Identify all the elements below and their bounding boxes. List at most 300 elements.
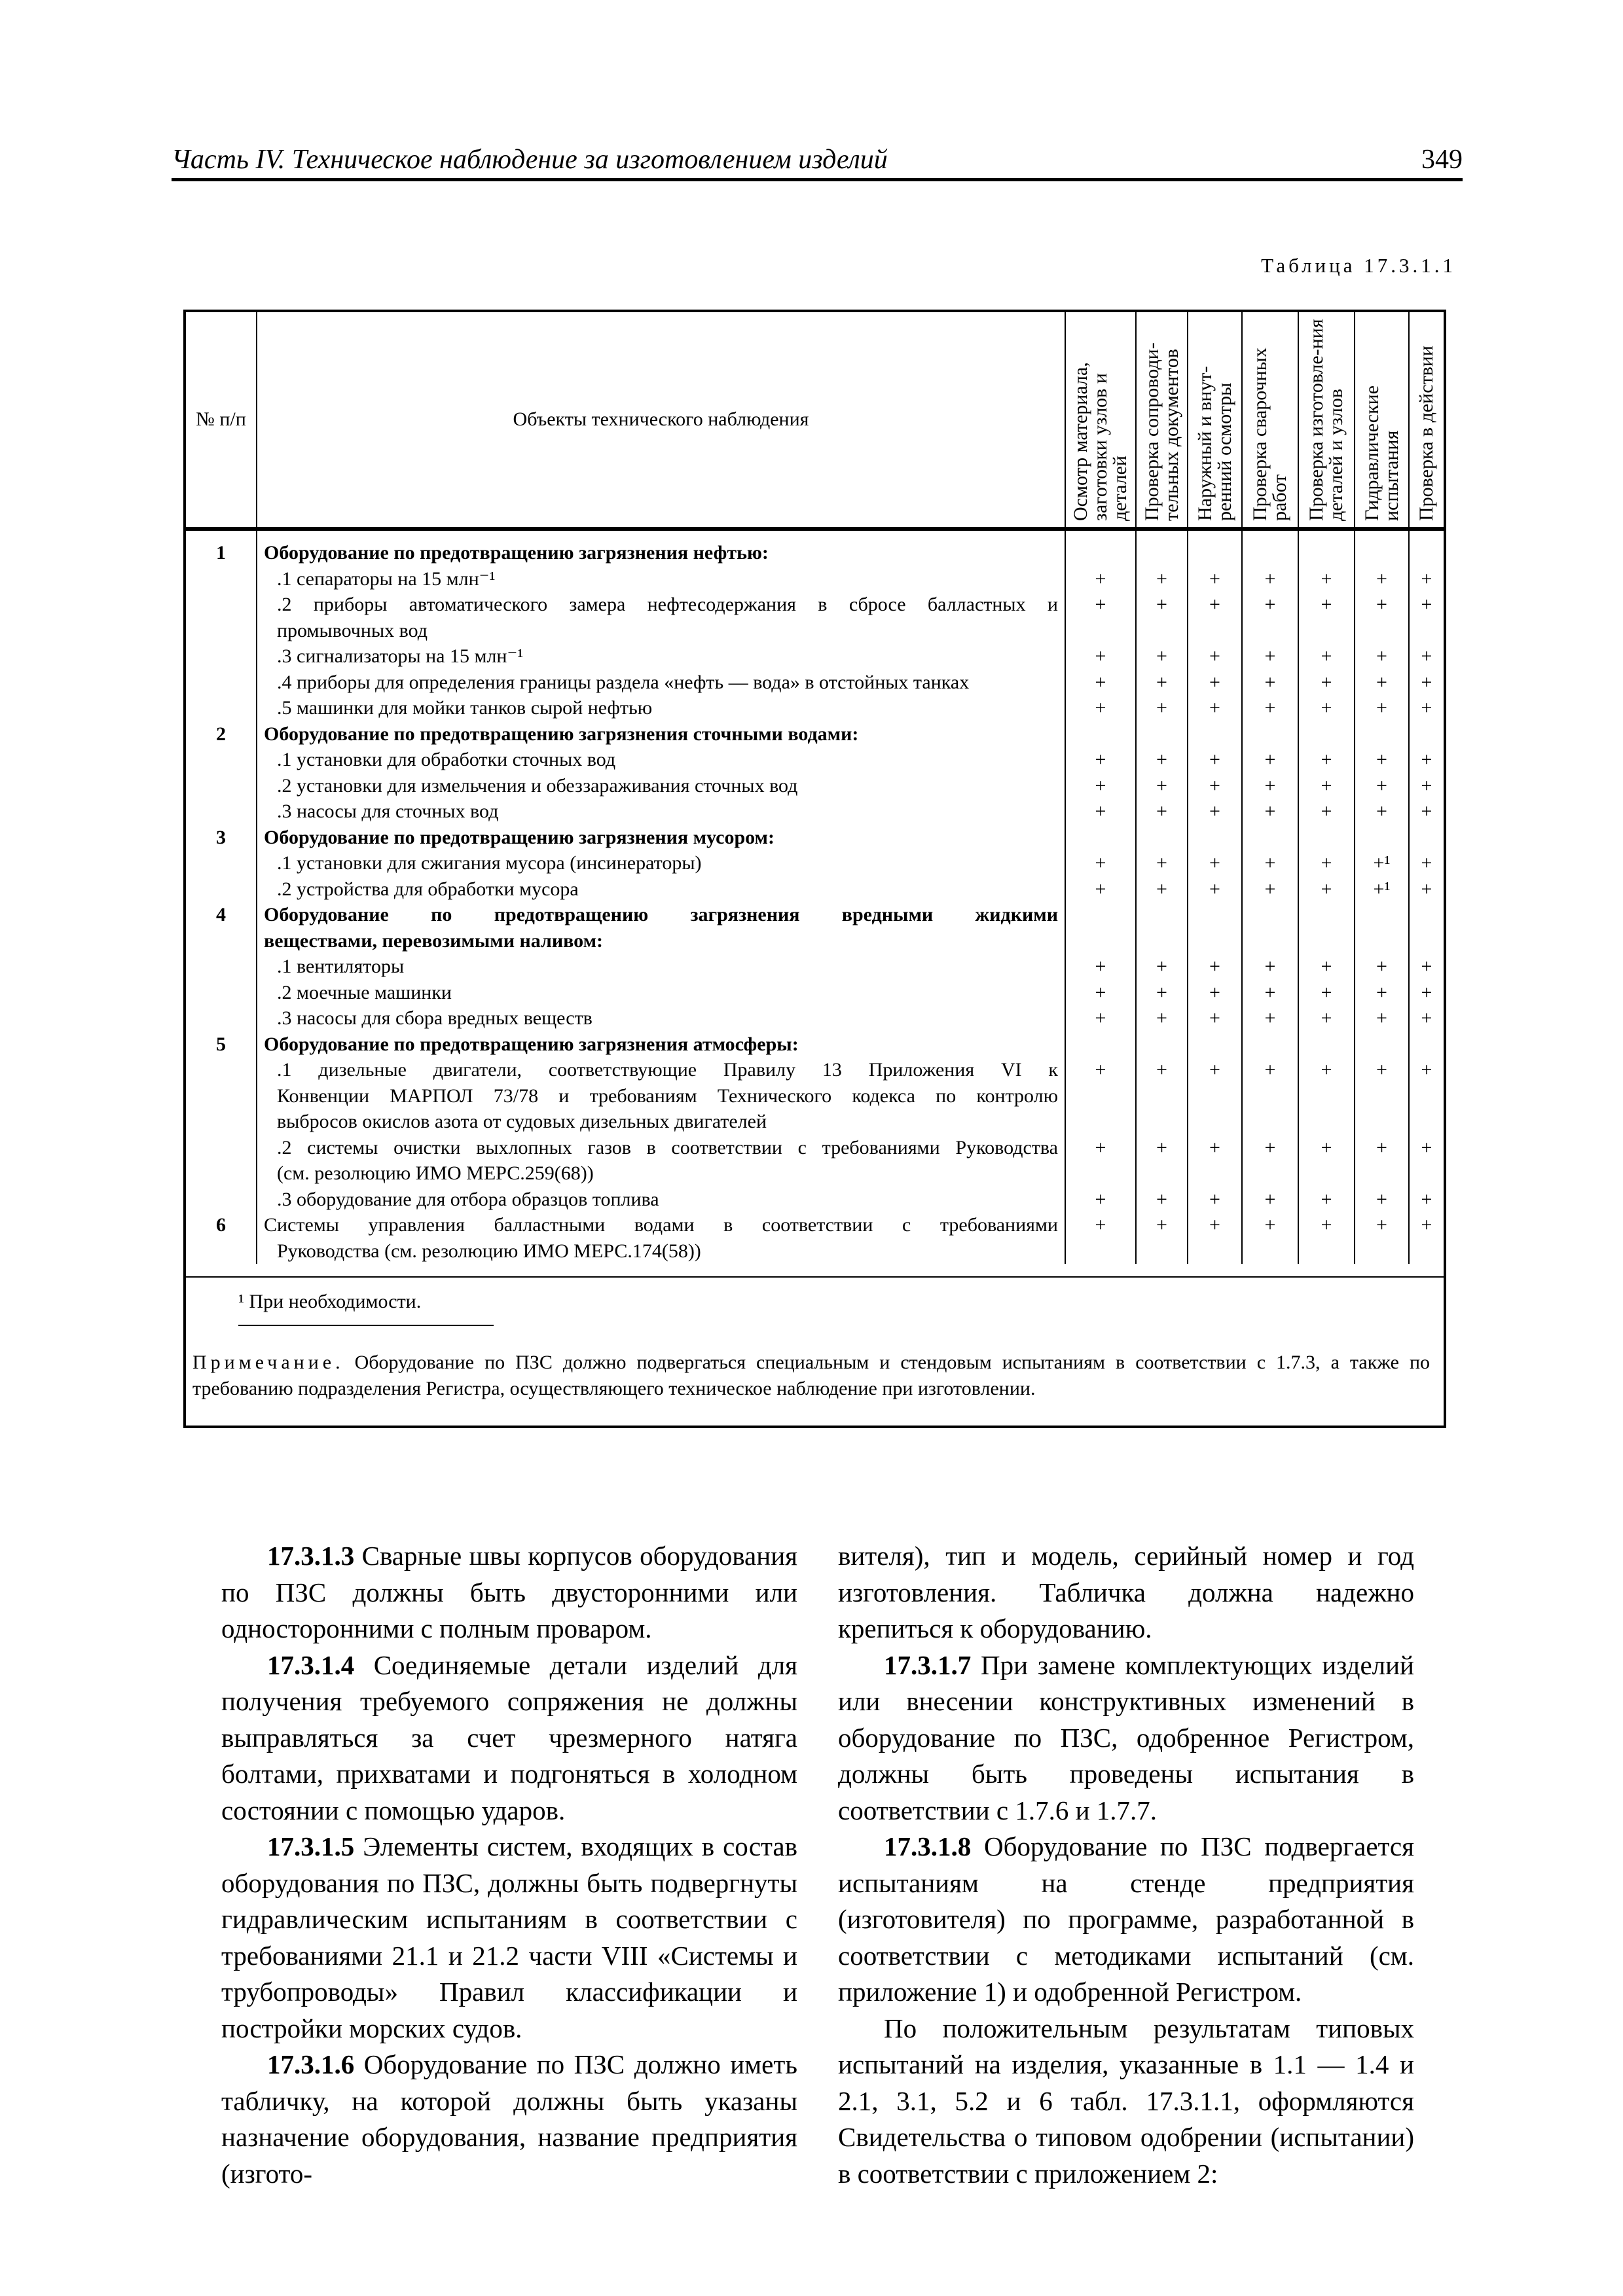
row-object: .1 установки для сжигания мусора (инсинераторы): [257, 850, 1065, 876]
row-mark: [1136, 529, 1188, 566]
row-mark: +: [1355, 954, 1409, 980]
row-mark: [1188, 721, 1242, 747]
row-number: 4: [186, 902, 257, 928]
row-number: [186, 747, 257, 773]
row-mark: [1188, 618, 1242, 644]
row-mark: [1409, 721, 1444, 747]
row-mark: [1242, 1109, 1298, 1135]
row-mark: +: [1298, 954, 1355, 980]
row-mark: +: [1065, 773, 1136, 799]
row-mark: [1188, 1109, 1242, 1135]
row-mark: +: [1242, 980, 1298, 1006]
table-grid: [186, 312, 1444, 1264]
column-header: [1136, 312, 1188, 529]
row-mark: +: [1242, 592, 1298, 618]
row-mark: [1188, 529, 1242, 566]
row-number: [186, 1005, 257, 1031]
table-row: [186, 825, 1444, 851]
row-mark: +: [1188, 1057, 1242, 1083]
row-mark: +: [1242, 747, 1298, 773]
row-mark: [1298, 1031, 1355, 1058]
row-mark: [1298, 529, 1355, 566]
row-mark: +: [1355, 980, 1409, 1006]
row-mark: +: [1298, 1057, 1355, 1083]
column-header-label: № п/п: [196, 408, 246, 430]
row-mark: [1355, 928, 1409, 954]
clause-text: Оборудование по ПЗС должно иметь табличку, на которой должны быть указаны назначение оборудования, название предприятия (изгото-: [221, 2049, 797, 2189]
row-mark: [1355, 1238, 1409, 1265]
row-mark: +: [1136, 954, 1188, 980]
row-mark: +: [1298, 1187, 1355, 1213]
row-mark: [1188, 1083, 1242, 1109]
row-mark: [1409, 618, 1444, 644]
row-mark: [1136, 928, 1188, 954]
row-number: [186, 566, 257, 592]
table-row: [186, 928, 1444, 954]
column-header-label: Гидравлические испытания: [1360, 385, 1402, 521]
row-mark: [1409, 825, 1444, 851]
row-object: .2 устройства для обработки мусора: [257, 876, 1065, 903]
row-mark: +: [1188, 747, 1242, 773]
row-mark: +: [1355, 1005, 1409, 1031]
row-mark: +: [1355, 1187, 1409, 1213]
row-mark: [1242, 1031, 1298, 1058]
row-mark: +: [1421, 567, 1432, 590]
row-mark: +: [1355, 1057, 1409, 1083]
column-header-label: Наружный и внут-ренний осмотры: [1194, 366, 1235, 521]
row-mark: +: [1188, 670, 1242, 696]
row-mark: [1355, 721, 1409, 747]
column-header: [1188, 312, 1242, 529]
row-mark: [1242, 618, 1298, 644]
row-object: .1 вентиляторы: [257, 954, 1065, 980]
row-mark: +: [1298, 670, 1355, 696]
row-mark: +: [1298, 980, 1355, 1006]
row-mark: +: [1065, 1057, 1136, 1083]
row-object: .5 машинки для мойки танков сырой нефтью: [257, 695, 1065, 721]
row-mark: [1136, 1160, 1188, 1187]
clause-number: 17.3.1.5: [267, 1831, 355, 1861]
row-mark: [1355, 1083, 1409, 1109]
row-mark: +: [1298, 643, 1355, 670]
clause-number: 17.3.1.3: [267, 1541, 355, 1571]
table-row: [186, 566, 1444, 592]
column-header-label: Объекты технического наблюдения: [513, 408, 809, 430]
row-mark: +: [1242, 670, 1298, 696]
row-object: Оборудование по предотвращению загрязнения атмосферы:: [257, 1031, 1065, 1058]
clause-text: Элементы систем, входящих в состав оборудования по ПЗС, должны быть подвергнуты гидравлическим испытаниям в соответствии с требованиями 21.1 и 21.2 части VIII «Системы и трубопроводы» Правил классификации и постройки морских судов.: [221, 1831, 797, 2043]
row-mark: +: [1421, 1188, 1432, 1210]
table-row: [186, 798, 1444, 825]
row-number: 1: [186, 529, 257, 566]
row-mark: +: [1065, 670, 1136, 696]
row-mark: [1065, 529, 1136, 566]
clause-number: 17.3.1.6: [267, 2049, 355, 2079]
row-mark: +: [1188, 980, 1242, 1006]
row-number: [186, 773, 257, 799]
clause-text: Соединяемые детали изделий для получения требуемого сопряжения не должны выправляться за счет чрезмерного натяга болтами, прихватами и подгоняться в холодном состоянии с помощью ударов.: [221, 1649, 797, 1825]
row-mark: +: [1065, 1187, 1136, 1213]
row-mark: [1136, 618, 1188, 644]
row-object: промывочных вод: [257, 618, 1065, 644]
table-row: [186, 1160, 1444, 1187]
row-number: [186, 695, 257, 721]
row-mark: [1242, 529, 1298, 566]
row-mark: +: [1298, 1005, 1355, 1031]
table-row: [186, 1187, 1444, 1213]
row-mark: +: [1188, 1187, 1242, 1213]
body-column-right: [838, 1538, 1414, 2192]
row-mark: [1065, 825, 1136, 851]
row-number: [186, 798, 257, 825]
row-mark: [1242, 1083, 1298, 1109]
row-object: .1 дизельные двигатели, соответствующие Правилу 13 Приложения VI к: [257, 1057, 1065, 1083]
row-mark: [1136, 1031, 1188, 1058]
row-mark: +: [1188, 798, 1242, 825]
row-mark: +: [1421, 1007, 1432, 1029]
row-mark: +¹: [1355, 876, 1409, 903]
column-header: [186, 312, 257, 529]
row-mark: +: [1136, 773, 1188, 799]
row-mark: +: [1421, 645, 1432, 667]
table-row: [186, 876, 1444, 903]
row-object: .1 сепараторы на 15 млн⁻¹: [257, 566, 1065, 592]
table-row: [186, 747, 1444, 773]
row-number: [186, 643, 257, 670]
table-row: [186, 980, 1444, 1006]
row-mark: [1188, 1160, 1242, 1187]
row-mark: [1355, 1109, 1409, 1135]
row-number: [186, 670, 257, 696]
row-mark: [1242, 825, 1298, 851]
row-mark: [1355, 825, 1409, 851]
page-number: 349: [1421, 145, 1463, 175]
row-mark: +: [1065, 695, 1136, 721]
column-header-label: Проверка сопроводи-тельных документов: [1140, 342, 1182, 521]
row-mark: +: [1242, 773, 1298, 799]
body-paragraph: [221, 1647, 797, 1829]
row-mark: [1298, 1083, 1355, 1109]
footnote-rule: [238, 1325, 494, 1326]
row-mark: +: [1136, 1057, 1188, 1083]
row-mark: +: [1188, 643, 1242, 670]
row-mark: [1188, 825, 1242, 851]
column-header-label: Осмотр материала, заготовки узлов и деталей: [1070, 362, 1131, 521]
row-mark: +: [1298, 1135, 1355, 1161]
clause-number: 17.3.1.4: [267, 1649, 355, 1680]
row-mark: [1136, 825, 1188, 851]
row-mark: [1355, 618, 1409, 644]
row-mark: [1242, 1238, 1298, 1265]
row-number: [186, 592, 257, 618]
row-object: Конвенции МАРПОЛ 73/78 и требованиям Технического кодекса по контролю: [257, 1083, 1065, 1109]
row-object: Оборудование по предотвращению загрязнения вредными жидкими: [257, 902, 1065, 928]
row-mark: +: [1136, 643, 1188, 670]
table-row: [186, 529, 1444, 566]
row-mark: +: [1188, 850, 1242, 876]
row-mark: +¹: [1355, 850, 1409, 876]
row-mark: +: [1298, 798, 1355, 825]
row-object: .3 насосы для сточных вод: [257, 798, 1065, 825]
row-mark: [1065, 1109, 1136, 1135]
row-mark: +: [1355, 798, 1409, 825]
row-mark: [1409, 1109, 1444, 1135]
row-mark: [1065, 1160, 1136, 1187]
clause-number: 17.3.1.7: [884, 1649, 972, 1680]
row-mark: +: [1136, 850, 1188, 876]
column-header: [1065, 312, 1136, 529]
row-mark: [1065, 1238, 1136, 1265]
row-mark: [1136, 1109, 1188, 1135]
row-number: [186, 1057, 257, 1083]
row-number: [186, 928, 257, 954]
row-mark: +: [1298, 773, 1355, 799]
row-mark: +: [1065, 643, 1136, 670]
row-mark: [1298, 618, 1355, 644]
row-mark: +: [1188, 695, 1242, 721]
row-mark: [1355, 1160, 1409, 1187]
row-mark: +: [1298, 592, 1355, 618]
body-paragraph: [838, 1538, 1414, 1647]
row-mark: +: [1355, 1212, 1409, 1238]
row-mark: +: [1136, 1212, 1188, 1238]
row-number: [186, 1109, 257, 1135]
row-mark: +: [1242, 643, 1298, 670]
row-mark: +: [1136, 1135, 1188, 1161]
table-row: [186, 618, 1444, 644]
body-paragraph: [221, 1829, 797, 2047]
row-mark: +: [1065, 876, 1136, 903]
row-mark: +: [1355, 773, 1409, 799]
row-mark: +: [1421, 774, 1432, 797]
body-paragraph: [838, 2011, 1414, 2193]
row-mark: +: [1242, 954, 1298, 980]
row-mark: [1242, 1160, 1298, 1187]
table-row: [186, 1005, 1444, 1031]
row-mark: [1242, 721, 1298, 747]
row-mark: +: [1242, 1057, 1298, 1083]
row-mark: +: [1421, 1059, 1432, 1081]
row-mark: +: [1242, 850, 1298, 876]
row-mark: [1355, 902, 1409, 928]
row-mark: +: [1065, 980, 1136, 1006]
row-mark: +: [1065, 798, 1136, 825]
row-mark: +: [1188, 954, 1242, 980]
row-mark: +: [1421, 956, 1432, 977]
row-mark: [1188, 1031, 1242, 1058]
row-mark: +: [1136, 592, 1188, 618]
row-mark: +: [1065, 747, 1136, 773]
row-mark: +: [1065, 566, 1136, 592]
row-mark: +: [1242, 695, 1298, 721]
row-object: Оборудование по предотвращению загрязнения сточными водами:: [257, 721, 1065, 747]
body-paragraph: [221, 2047, 797, 2192]
row-mark: [1298, 1109, 1355, 1135]
row-mark: +: [1188, 773, 1242, 799]
row-number: [186, 876, 257, 903]
note-text: Оборудование по ПЗС должно подвергаться специальным и стендовым испытаниям в соответствии с 1.7.3, а также по требованию подразделения Регистра, осуществляющего техническое наблюдение при изготовлении.: [192, 1352, 1430, 1399]
row-mark: [1065, 1031, 1136, 1058]
table-row: [186, 695, 1444, 721]
row-mark: +: [1298, 876, 1355, 903]
column-header: [257, 312, 1065, 529]
row-mark: +: [1242, 1135, 1298, 1161]
row-mark: [1409, 1083, 1444, 1109]
row-mark: +: [1298, 566, 1355, 592]
row-mark: [1298, 1160, 1355, 1187]
row-mark: +: [1136, 747, 1188, 773]
column-header: [1298, 312, 1355, 529]
note-label: Примечание.: [192, 1352, 344, 1373]
row-object: .3 насосы для сбора вредных веществ: [257, 1005, 1065, 1031]
row-mark: [1065, 928, 1136, 954]
row-mark: +: [1421, 671, 1432, 693]
row-number: [186, 1160, 257, 1187]
row-mark: [1298, 902, 1355, 928]
row-object: веществами, перевозимыми наливом:: [257, 928, 1065, 954]
row-number: 3: [186, 825, 257, 851]
row-mark: +: [1355, 695, 1409, 721]
column-header: [1409, 312, 1444, 529]
row-mark: [1188, 1238, 1242, 1265]
row-number: 2: [186, 721, 257, 747]
table-row: [186, 954, 1444, 980]
row-mark: +: [1065, 850, 1136, 876]
row-mark: +: [1421, 878, 1432, 900]
row-object: Оборудование по предотвращению загрязнения нефтью:: [257, 529, 1065, 566]
table-row: [186, 902, 1444, 928]
row-mark: +: [1421, 749, 1432, 770]
row-number: [186, 1187, 257, 1213]
row-mark: [1355, 529, 1409, 566]
running-header: [172, 144, 1463, 181]
row-mark: +: [1298, 1212, 1355, 1238]
row-object: Системы управления балластными водами в соответствии с требованиями: [257, 1212, 1065, 1238]
row-number: [186, 850, 257, 876]
row-mark: [1136, 1238, 1188, 1265]
row-object: .3 сигнализаторы на 15 млн⁻¹: [257, 643, 1065, 670]
row-mark: +: [1298, 695, 1355, 721]
column-header: [1355, 312, 1409, 529]
row-object: .2 системы очистки выхлопных газов в соответствии с требованиями Руководства: [257, 1135, 1065, 1161]
row-mark: [1409, 1031, 1444, 1058]
row-mark: +: [1421, 1136, 1432, 1158]
row-mark: [1065, 721, 1136, 747]
row-mark: +: [1065, 592, 1136, 618]
row-mark: +: [1188, 876, 1242, 903]
row-number: [186, 1238, 257, 1265]
row-mark: [1298, 928, 1355, 954]
row-mark: [1188, 928, 1242, 954]
table-row: [186, 1109, 1444, 1135]
row-mark: +: [1188, 1135, 1242, 1161]
row-mark: +: [1065, 954, 1136, 980]
row-mark: +: [1355, 1135, 1409, 1161]
row-mark: +: [1242, 798, 1298, 825]
row-mark: +: [1136, 670, 1188, 696]
clause-text: Оборудование по ПЗС подвергается испытаниям на стенде предприятия (изготовителя) по программе, разработанной в соответствии с методиками испытаний (см. приложение 1) и одобренной Регистром.: [838, 1831, 1414, 2007]
row-mark: [1409, 1160, 1444, 1187]
row-mark: [1136, 721, 1188, 747]
running-header-title: Часть IV. Техническое наблюдение за изготовлением изделий: [172, 145, 888, 175]
table-row: [186, 721, 1444, 747]
row-object: .4 приборы для определения границы раздела «нефть — вода» в отстойных танках: [257, 670, 1065, 696]
row-object: (см. резолюцию ИМО МЕРС.259(68)): [257, 1160, 1065, 1187]
row-mark: +: [1242, 876, 1298, 903]
table-row: [186, 643, 1444, 670]
table-row: [186, 1212, 1444, 1238]
row-mark: +: [1136, 1005, 1188, 1031]
table-row: [186, 1057, 1444, 1083]
row-mark: [1136, 1083, 1188, 1109]
table-footer-divider: [186, 1276, 1444, 1278]
row-mark: +: [1421, 1214, 1432, 1236]
table-note: [192, 1350, 1430, 1402]
row-mark: +: [1242, 1187, 1298, 1213]
row-mark: [1298, 721, 1355, 747]
row-mark: +: [1136, 980, 1188, 1006]
row-mark: [1409, 902, 1444, 928]
table-row: [186, 773, 1444, 799]
body-paragraph: [838, 1829, 1414, 2011]
row-object: .2 моечные машинки: [257, 980, 1065, 1006]
row-mark: +: [1136, 798, 1188, 825]
clause-number: 17.3.1.8: [884, 1831, 972, 1861]
row-mark: [1409, 529, 1444, 566]
row-mark: +: [1242, 1212, 1298, 1238]
table-row: [186, 1238, 1444, 1265]
row-number: 6: [186, 1212, 257, 1238]
row-number: [186, 618, 257, 644]
row-object: .1 установки для обработки сточных вод: [257, 747, 1065, 773]
row-mark: +: [1355, 592, 1409, 618]
table-row: [186, 1083, 1444, 1109]
row-mark: +: [1355, 670, 1409, 696]
row-mark: [1065, 618, 1136, 644]
row-mark: +: [1242, 566, 1298, 592]
row-mark: +: [1188, 1212, 1242, 1238]
row-mark: +: [1242, 1005, 1298, 1031]
table-row: [186, 1031, 1444, 1058]
row-mark: [1298, 1238, 1355, 1265]
row-number: [186, 954, 257, 980]
row-mark: +: [1421, 800, 1432, 822]
row-mark: +: [1136, 695, 1188, 721]
row-mark: +: [1355, 747, 1409, 773]
clause-text: По положительным результатам типовых испытаний на изделия, указанные в 1.1 — 1.4 и 2.1, 3.1, 5.2 и 6 табл. 17.3.1.1, оформляются Свидетельства о типовом одобрении (испытании) в соответствии с приложением 2:: [838, 2013, 1414, 2189]
row-mark: [1065, 1083, 1136, 1109]
row-mark: +: [1421, 594, 1432, 615]
row-mark: [1355, 1031, 1409, 1058]
body-paragraph: [838, 1647, 1414, 1829]
row-mark: +: [1298, 850, 1355, 876]
row-mark: +: [1188, 566, 1242, 592]
row-mark: +: [1065, 1212, 1136, 1238]
row-mark: [1065, 902, 1136, 928]
row-mark: [1242, 928, 1298, 954]
row-object: .2 установки для измельчения и обеззараживания сточных вод: [257, 773, 1065, 799]
column-header: [1242, 312, 1298, 529]
row-object: .3 оборудование для отбора образцов топлива: [257, 1187, 1065, 1213]
clause-text: вителя), тип и модель, серийный номер и год изготовления. Табличка должна надежно крепиться к оборудованию.: [838, 1541, 1414, 1643]
table-footnote: ¹ При необходимости.: [238, 1291, 422, 1312]
row-mark: +: [1298, 747, 1355, 773]
row-object: .2 приборы автоматического замера нефтесодержания в сбросе балластных и: [257, 592, 1065, 618]
table-row: [186, 1135, 1444, 1161]
table-row: [186, 850, 1444, 876]
row-mark: +: [1136, 566, 1188, 592]
row-mark: [1242, 902, 1298, 928]
